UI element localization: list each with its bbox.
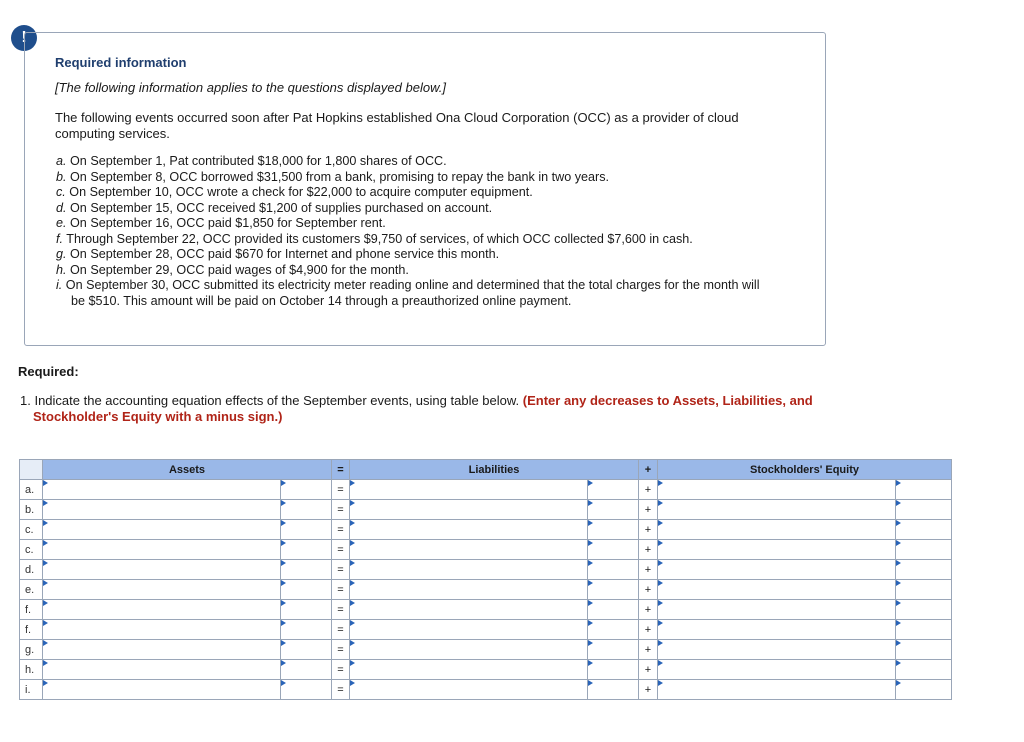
equity-amount-input[interactable]: [896, 560, 952, 580]
liabilities-amount-input-field[interactable]: [588, 640, 638, 659]
required-information-box: [24, 32, 826, 346]
liabilities-amount-input-field[interactable]: [588, 600, 638, 619]
assets-amount-input[interactable]: [281, 680, 332, 700]
assets-amount-input-field[interactable]: [281, 560, 331, 579]
assets-account-input[interactable]: [43, 600, 281, 620]
info-title: Required information: [55, 55, 187, 70]
equity-amount-input[interactable]: [896, 640, 952, 660]
assets-amount-input[interactable]: [281, 560, 332, 580]
plus-sign: +: [639, 580, 658, 600]
assets-account-input[interactable]: [43, 620, 281, 640]
liabilities-account-input[interactable]: [350, 540, 588, 560]
liabilities-account-input-field[interactable]: [350, 480, 587, 499]
equals-sign: =: [332, 560, 350, 580]
row-label: i.: [20, 680, 43, 700]
assets-account-input-field[interactable]: [43, 680, 280, 699]
event-item: [56, 154, 776, 170]
table-row: [20, 520, 952, 540]
assets-account-input-field[interactable]: [43, 500, 280, 519]
header-liabilities: Liabilities: [350, 460, 639, 480]
liabilities-amount-input[interactable]: [588, 660, 639, 680]
assets-account-input[interactable]: [43, 540, 281, 560]
event-letter: e.: [56, 216, 67, 230]
plus-sign: +: [639, 500, 658, 520]
liabilities-amount-input[interactable]: [588, 580, 639, 600]
assets-account-input[interactable]: [43, 480, 281, 500]
equity-amount-input-field[interactable]: [896, 540, 951, 559]
assets-account-input-field[interactable]: [43, 520, 280, 539]
equity-account-input-field[interactable]: [658, 680, 895, 699]
equity-account-input-field[interactable]: [658, 500, 895, 519]
assets-account-input-field[interactable]: [43, 540, 280, 559]
equity-account-input-field[interactable]: [658, 620, 895, 639]
equity-amount-input-field[interactable]: [896, 500, 951, 519]
assets-amount-input[interactable]: [281, 580, 332, 600]
events-list: [56, 154, 776, 309]
event-letter: c.: [56, 185, 66, 199]
liabilities-amount-input[interactable]: [588, 540, 639, 560]
event-item: [56, 216, 776, 232]
equity-amount-input[interactable]: [896, 660, 952, 680]
info-intro: The following events occurred soon after Pat Hopkins established Ona Cloud Corporation (OCC) as a provider of cloud computing services.: [55, 110, 739, 141]
row-label: e.: [20, 580, 43, 600]
event-text: On September 16, OCC paid $1,850 for September rent.: [66, 216, 386, 230]
instruction-text: 1. Indicate the accounting equation effects of the September events, using table below.: [20, 393, 523, 408]
assets-account-input-field[interactable]: [43, 560, 280, 579]
liabilities-amount-input[interactable]: [588, 680, 639, 700]
equity-account-input[interactable]: [658, 480, 896, 500]
equity-account-input[interactable]: [658, 500, 896, 520]
equity-amount-input-field[interactable]: [896, 660, 951, 679]
event-letter: b.: [56, 169, 67, 184]
event-item: [56, 278, 776, 309]
equals-sign: =: [332, 620, 350, 640]
equity-amount-input-field[interactable]: [896, 560, 951, 579]
assets-account-input[interactable]: [43, 560, 281, 580]
required-heading: Required:: [18, 364, 79, 379]
liabilities-amount-input[interactable]: [588, 560, 639, 580]
row-label: g.: [20, 640, 43, 660]
assets-amount-input[interactable]: [281, 480, 332, 500]
table-row: [20, 500, 952, 520]
equity-amount-input-field[interactable]: [896, 520, 951, 539]
equity-amount-input-field[interactable]: [896, 600, 951, 619]
row-label: f.: [20, 620, 43, 640]
equity-amount-input[interactable]: [896, 500, 952, 520]
assets-amount-input-field[interactable]: [281, 660, 331, 679]
event-letter: f.: [56, 231, 63, 246]
assets-amount-input-field[interactable]: [281, 580, 331, 599]
equity-account-input[interactable]: [658, 580, 896, 600]
equity-account-input[interactable]: [658, 680, 896, 700]
row-label: f.: [20, 600, 43, 620]
plus-sign: +: [639, 620, 658, 640]
event-item: [56, 185, 776, 201]
assets-amount-input-field[interactable]: [281, 600, 331, 619]
equity-account-input[interactable]: [658, 540, 896, 560]
table-row: [20, 580, 952, 600]
equity-amount-input[interactable]: [896, 600, 952, 620]
equity-amount-input-field[interactable]: [896, 580, 951, 599]
equity-amount-input[interactable]: [896, 520, 952, 540]
table-row: [20, 680, 952, 700]
assets-account-input-field[interactable]: [43, 640, 280, 659]
equity-amount-input-field[interactable]: [896, 480, 951, 499]
event-item: [56, 263, 776, 279]
assets-amount-input-field[interactable]: [281, 500, 331, 519]
liabilities-account-input-field[interactable]: [350, 540, 587, 559]
equals-sign: =: [332, 660, 350, 680]
equity-amount-input[interactable]: [896, 680, 952, 700]
event-item: [56, 232, 776, 248]
assets-amount-input[interactable]: [281, 600, 332, 620]
table-row: [20, 600, 952, 620]
equity-account-input[interactable]: [658, 620, 896, 640]
assets-account-input[interactable]: [43, 520, 281, 540]
liabilities-amount-input-field[interactable]: [588, 520, 638, 539]
liabilities-account-input-field[interactable]: [350, 580, 587, 599]
event-item: [56, 170, 776, 186]
liabilities-amount-input-field[interactable]: [588, 540, 638, 559]
event-text: On September 30, OCC submitted its electricity meter reading online and determined that the total charges for the month will be $510. This amount will be paid on October 14 through a preauthorized online payment.: [62, 278, 760, 308]
equity-account-input[interactable]: [658, 640, 896, 660]
assets-amount-input[interactable]: [281, 500, 332, 520]
assets-account-input-field[interactable]: [43, 580, 280, 599]
equity-account-input-field[interactable]: [658, 480, 895, 499]
equity-account-input-field[interactable]: [658, 520, 895, 539]
equity-amount-input-field[interactable]: [896, 680, 951, 699]
event-text: On September 15, OCC received $1,200 of supplies purchased on account.: [66, 200, 493, 215]
assets-amount-input-field[interactable]: [281, 480, 331, 499]
liabilities-account-input-field[interactable]: [350, 520, 587, 539]
liabilities-amount-input[interactable]: [588, 620, 639, 640]
assets-amount-input[interactable]: [281, 540, 332, 560]
table-row: [20, 540, 952, 560]
table-row: [20, 560, 952, 580]
equity-account-input[interactable]: [658, 660, 896, 680]
table-row: [20, 660, 952, 680]
event-item: [56, 247, 776, 263]
assets-amount-input-field[interactable]: [281, 680, 331, 699]
equity-amount-input[interactable]: [896, 580, 952, 600]
info-note: [The following information applies to the questions displayed below.]: [55, 80, 446, 95]
equals-sign: =: [332, 480, 350, 500]
assets-amount-input-field[interactable]: [281, 620, 331, 639]
liabilities-amount-input[interactable]: [588, 480, 639, 500]
liabilities-account-input[interactable]: [350, 580, 588, 600]
row-label: b.: [20, 500, 43, 520]
event-letter: i.: [56, 278, 63, 292]
accounting-equation-table: [19, 459, 952, 700]
plus-sign: +: [639, 480, 658, 500]
table-row: [20, 480, 952, 500]
event-text: On September 29, OCC paid wages of $4,900 for the month.: [66, 262, 409, 277]
equity-account-input-field[interactable]: [658, 540, 895, 559]
equity-amount-input[interactable]: [896, 540, 952, 560]
liabilities-account-input-field[interactable]: [350, 500, 587, 519]
liabilities-account-input[interactable]: [350, 560, 588, 580]
event-letter: a.: [56, 154, 67, 168]
liabilities-account-input-field[interactable]: [350, 640, 587, 659]
liabilities-account-input-field[interactable]: [350, 660, 587, 679]
liabilities-account-input[interactable]: [350, 500, 588, 520]
assets-account-input[interactable]: [43, 660, 281, 680]
equity-amount-input-field[interactable]: [896, 640, 951, 659]
required-instruction: [20, 393, 833, 425]
assets-amount-input-field[interactable]: [281, 540, 331, 559]
assets-account-input-field[interactable]: [43, 600, 280, 619]
event-letter: h.: [56, 262, 67, 277]
event-item: [56, 201, 776, 217]
equity-account-input-field[interactable]: [658, 560, 895, 579]
equity-amount-input-field[interactable]: [896, 620, 951, 639]
assets-account-input[interactable]: [43, 500, 281, 520]
liabilities-account-input-field[interactable]: [350, 680, 587, 699]
liabilities-amount-input-field[interactable]: [588, 580, 638, 599]
event-letter: d.: [56, 200, 67, 215]
equity-amount-input[interactable]: [896, 620, 952, 640]
header-equity: Stockholders' Equity: [658, 460, 952, 480]
row-label: c.: [20, 520, 43, 540]
liabilities-account-input[interactable]: [350, 640, 588, 660]
equals-sign: =: [332, 520, 350, 540]
assets-amount-input-field[interactable]: [281, 520, 331, 539]
plus-sign: +: [639, 680, 658, 700]
plus-sign: +: [639, 600, 658, 620]
liabilities-account-input[interactable]: [350, 660, 588, 680]
plus-sign: +: [639, 640, 658, 660]
plus-sign: +: [639, 560, 658, 580]
event-text: On September 1, Pat contributed $18,000 for 1,800 shares of OCC.: [66, 154, 447, 168]
plus-sign: +: [639, 540, 658, 560]
header-equals: =: [332, 460, 350, 480]
liabilities-account-input-field[interactable]: [350, 560, 587, 579]
assets-account-input[interactable]: [43, 680, 281, 700]
row-label: a.: [20, 480, 43, 500]
plus-sign: +: [639, 660, 658, 680]
header-assets: Assets: [43, 460, 332, 480]
event-letter: g.: [56, 247, 67, 261]
event-text: On September 10, OCC wrote a check for $22,000 to acquire computer equipment.: [65, 185, 533, 199]
liabilities-account-input[interactable]: [350, 600, 588, 620]
table-row: [20, 640, 952, 660]
equity-account-input-field[interactable]: [658, 580, 895, 599]
equity-account-input-field[interactable]: [658, 600, 895, 619]
header-plus: +: [639, 460, 658, 480]
liabilities-amount-input-field[interactable]: [588, 660, 638, 679]
assets-amount-input[interactable]: [281, 640, 332, 660]
assets-amount-input[interactable]: [281, 660, 332, 680]
equals-sign: =: [332, 600, 350, 620]
liabilities-account-input[interactable]: [350, 520, 588, 540]
row-label: c.: [20, 540, 43, 560]
liabilities-amount-input-field[interactable]: [588, 480, 638, 499]
assets-account-input-field[interactable]: [43, 480, 280, 499]
equity-account-input-field[interactable]: [658, 660, 895, 679]
table-header-row: [20, 460, 952, 480]
liabilities-amount-input[interactable]: [588, 640, 639, 660]
liabilities-amount-input-field[interactable]: [588, 500, 638, 519]
assets-amount-input[interactable]: [281, 520, 332, 540]
liabilities-amount-input-field[interactable]: [588, 680, 638, 699]
assets-account-input[interactable]: [43, 580, 281, 600]
liabilities-account-input-field[interactable]: [350, 620, 587, 639]
event-text: On September 28, OCC paid $670 for Internet and phone service this month.: [66, 247, 500, 261]
liabilities-account-input[interactable]: [350, 480, 588, 500]
equity-amount-input[interactable]: [896, 480, 952, 500]
assets-account-input[interactable]: [43, 640, 281, 660]
liabilities-amount-input[interactable]: [588, 500, 639, 520]
equals-sign: =: [332, 540, 350, 560]
assets-amount-input[interactable]: [281, 620, 332, 640]
equals-sign: =: [332, 580, 350, 600]
liabilities-amount-input[interactable]: [588, 600, 639, 620]
event-text: On September 8, OCC borrowed $31,500 from a bank, promising to repay the bank in two years.: [66, 169, 610, 184]
liabilities-amount-input[interactable]: [588, 520, 639, 540]
row-label: d.: [20, 560, 43, 580]
assets-account-input-field[interactable]: [43, 660, 280, 679]
equals-sign: =: [332, 640, 350, 660]
equals-sign: =: [332, 680, 350, 700]
liabilities-account-input[interactable]: [350, 620, 588, 640]
equity-account-input[interactable]: [658, 600, 896, 620]
assets-account-input-field[interactable]: [43, 620, 280, 639]
liabilities-amount-input-field[interactable]: [588, 620, 638, 639]
alert-icon: !: [11, 25, 37, 51]
equity-account-input-field[interactable]: [658, 640, 895, 659]
row-label: h.: [20, 660, 43, 680]
liabilities-amount-input-field[interactable]: [588, 560, 638, 579]
event-text: Through September 22, OCC provided its customers $9,750 of services, of which OCC collected $7,600 in cash.: [63, 231, 693, 246]
equals-sign: =: [332, 500, 350, 520]
plus-sign: +: [639, 520, 658, 540]
instruction-highlight: (Enter any decreases to Assets, Liabilities, and Stockholder's Equity with a minus sign.): [33, 393, 813, 424]
assets-amount-input-field[interactable]: [281, 640, 331, 659]
equity-account-input[interactable]: [658, 520, 896, 540]
liabilities-account-input[interactable]: [350, 680, 588, 700]
liabilities-account-input-field[interactable]: [350, 600, 587, 619]
table-row: [20, 620, 952, 640]
equity-account-input[interactable]: [658, 560, 896, 580]
header-blank: [20, 460, 43, 480]
